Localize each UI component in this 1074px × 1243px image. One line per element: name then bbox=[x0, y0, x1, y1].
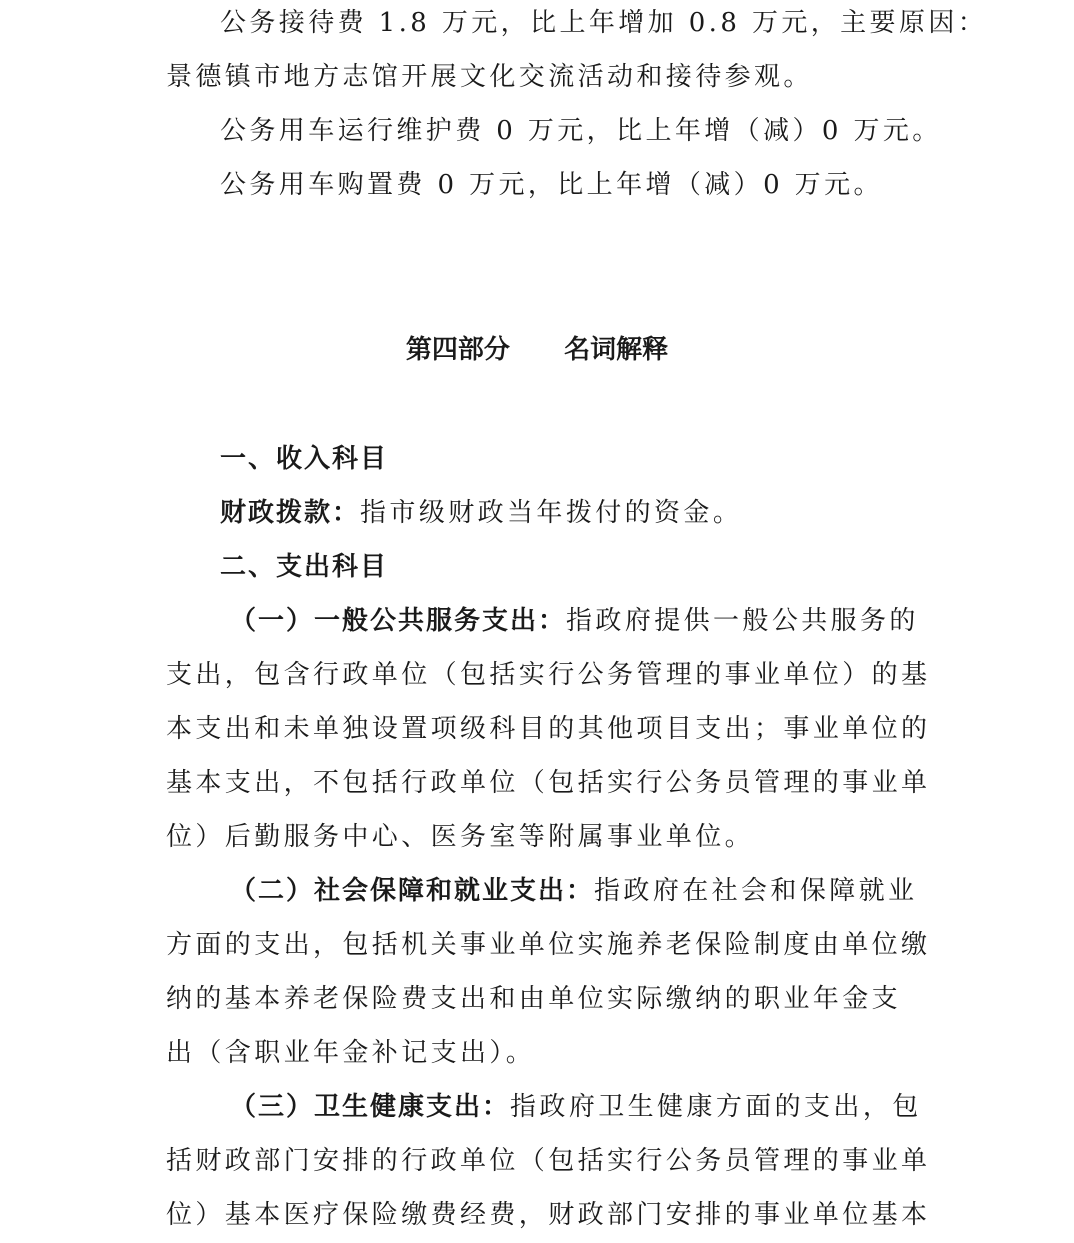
item1-line-3: 本支出和未单独设置项级科目的其他项目支出；事业单位的 bbox=[166, 714, 931, 744]
item2-text-1: 指政府在社会和保障就业 bbox=[594, 876, 918, 906]
item2-line-4: 出（含职业年金补记支出）。 bbox=[166, 1038, 536, 1068]
item3-text-1: 指政府卫生健康方面的支出，包 bbox=[510, 1092, 922, 1122]
expenditure-heading: 二、支出科目 bbox=[220, 552, 389, 582]
vehicle-purchase-line: 公务用车购置费 0 万元，比上年增（减）0 万元。 bbox=[220, 170, 883, 200]
vehicle-maintenance-line: 公务用车运行维护费 0 万元，比上年增（减）0 万元。 bbox=[220, 116, 942, 146]
item1-text-1: 指政府提供一般公共服务的 bbox=[566, 606, 919, 636]
income-definition bbox=[220, 496, 914, 530]
item2-term: （二）社会保障和就业支出： bbox=[230, 876, 595, 906]
income-definition-text: 指市级财政当年拨付的资金。 bbox=[360, 498, 743, 528]
section-title: 第四部分 名词解释 bbox=[405, 335, 669, 365]
item2-line-1 bbox=[230, 874, 918, 908]
reception-line-1: 公务接待费 1.8 万元，比上年增加 0.8 万元，主要原因： bbox=[220, 8, 988, 38]
item2-line-3: 纳的基本养老保险费支出和由单位实际缴纳的职业年金支 bbox=[166, 984, 902, 1014]
item2-line-2: 方面的支出，包括机关事业单位实施养老保险制度由单位缴 bbox=[166, 930, 931, 960]
income-term: 财政拨款： bbox=[220, 498, 361, 528]
item3-line-1 bbox=[230, 1090, 922, 1124]
item1-line-1 bbox=[230, 604, 919, 638]
item1-line-5: 位）后勤服务中心、医务室等附属事业单位。 bbox=[166, 822, 755, 852]
item1-line-2: 支出，包含行政单位（包括实行公务管理的事业单位）的基 bbox=[166, 660, 931, 690]
reception-line-2: 景德镇市地方志馆开展文化交流活动和接待参观。 bbox=[166, 62, 813, 92]
item3-term: （三）卫生健康支出： bbox=[230, 1092, 511, 1122]
income-heading: 一、收入科目 bbox=[220, 444, 389, 474]
item3-line-3: 位）基本医疗保险缴费经费，财政部门安排的事业单位基本 bbox=[166, 1200, 931, 1230]
item1-line-4: 基本支出，不包括行政单位（包括实行公务员管理的事业单 bbox=[166, 768, 931, 798]
item3-line-2: 括财政部门安排的行政单位（包括实行公务员管理的事业单 bbox=[166, 1146, 931, 1176]
item1-term: （一）一般公共服务支出： bbox=[230, 606, 567, 636]
